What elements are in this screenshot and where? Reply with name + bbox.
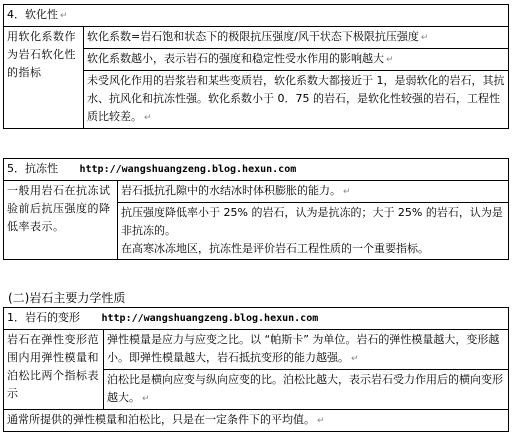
blog-url: http://wangshuangzeng.blog.hexun.com — [101, 313, 319, 324]
table-cell: 泊松比是横向应变与纵向应变的比。泊松比越大，表示岩石受力作用后的横向变形越大。 ↵ — [104, 370, 509, 410]
table-row — [4, 410, 509, 432]
table-row — [4, 27, 509, 49]
table-row — [4, 181, 509, 203]
table-row — [4, 5, 509, 27]
blog-url: http://wangshuangzeng.blog.hexun.com — [79, 164, 297, 175]
table-row — [4, 330, 509, 370]
table-cell — [118, 203, 509, 260]
row-label: 岩石在弹性变形范围内用弹性模量和泊松比两个指标表示 — [4, 330, 104, 410]
table-footer: 通常所提供的弹性模量和泊松比，只是在一定条件下的平均值。 ↵ — [4, 410, 509, 432]
table-cell: 软化系数=岩石饱和状态下的极限抗压强度/风干状态下极限抗压强度 ↵ — [84, 27, 509, 49]
row-label: 用软化系数作为岩石软化性的指标 — [4, 27, 84, 129]
frost-resistance-table — [3, 158, 509, 260]
section-title: 5．抗冻性 — [7, 162, 58, 175]
section-title: 4．软化性 ↵ — [4, 5, 509, 27]
section-header — [4, 308, 509, 330]
section-heading: (二)岩石主要力学性质 — [8, 291, 126, 305]
table-row — [4, 308, 509, 330]
section-title: 1．岩石的变形 — [7, 311, 80, 324]
cell-line: 在高寒冰冻地区，抗冻性是评价岩石工程性质的一个重要指标。 — [121, 242, 429, 255]
softening-table — [3, 4, 509, 129]
deformation-table — [3, 307, 509, 432]
table-cell: 软化系数越小，表示岩石的强度和稳定性受水作用的影响越大 ↵ — [84, 49, 509, 71]
table-row — [4, 159, 509, 181]
cell-line: 抗压强度降低率小于 25% 的岩石，认为是抗冻的；大于 25% 的岩石，认为是非抗冻的。 — [121, 206, 503, 237]
table-cell: 弹性模量是应力与应变之比。以 “帕斯卡” 为单位。岩石的弹性模量越大，变形越小。即弹性模量越大，岩石抵抗变形的能力越强。 ↵ — [104, 330, 509, 370]
table-cell: 岩石抵抗孔隙中的水结冰时体积膨胀的能力。 ↵ — [118, 181, 509, 203]
table-cell: 未受风化作用的岩浆岩和某些变质岩，软化系数大都接近于 1，是弱软化的岩石，其抗水、抗风化和抗冻性强。软化系数小于 0．75 的岩石，是软化性较强的岩石，工程性质比较差。 ↵ — [84, 71, 509, 129]
row-label: 一般用岩石在抗冻试验前后抗压强度的降低率表示。 — [4, 181, 118, 260]
section-header — [4, 159, 509, 181]
